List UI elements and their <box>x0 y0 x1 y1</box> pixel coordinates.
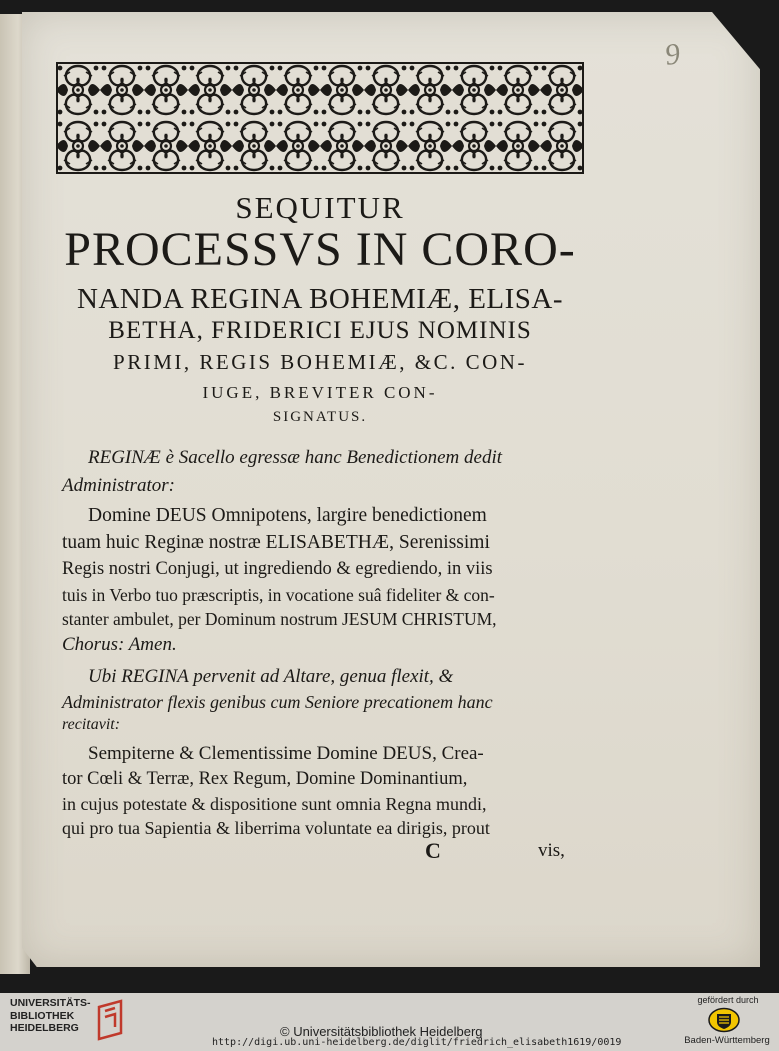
text-line: Ubi REGINA pervenit ad Altare, genua flexit, & <box>88 666 454 687</box>
text-line: Administrator flexis genibus cum Seniore precationem hanc <box>62 692 493 712</box>
ornamental-headpiece <box>56 62 584 174</box>
heading-line: PROCESSVS IN CORO- <box>64 223 576 276</box>
heading-line: SIGNATUS. <box>272 409 368 425</box>
text-line: Regis nostri Conjugi, ut ingrediendo & egrediendo, in viis <box>62 559 493 579</box>
text-line: Administrator: <box>62 475 175 496</box>
text-line: tuis in Verbo tuo præscriptis, in vocatione suâ fideliter & con- <box>62 585 495 605</box>
text-line: Domine DEUS Omnipotens, largire benedictionem <box>88 505 487 526</box>
permalink[interactable]: http://digi.ub.uni-heidelberg.de/diglit/friedrich_elisabeth1619/0019 <box>212 1037 622 1048</box>
text-line: in cujus potestate & dispositione sunt omnia Regna mundi, <box>62 794 487 814</box>
institution-line: HEIDELBERG <box>10 1022 79 1034</box>
sponsor-name: Baden-Württemberg <box>684 1035 770 1046</box>
viewer-footer <box>0 993 779 1051</box>
text-line: recitavit: <box>62 716 121 733</box>
text-line: tor Cœli & Terræ, Rex Regum, Domine Dominantium, <box>62 769 468 789</box>
heading-line: BETHA, FRIDERICI EJUS NOMINIS <box>108 317 532 344</box>
copyright-notice: © Universitätsbibliothek Heidelberg <box>280 1024 483 1039</box>
institution-line: BIBLIOTHEK <box>10 1009 75 1022</box>
text-line: stanter ambulet, per Dominum nostrum JESUM CHRISTUM, <box>62 609 497 629</box>
folio-number: 9 <box>662 37 683 72</box>
catchword: vis, <box>538 840 565 861</box>
text-line: tuam huic Reginæ nostræ ELISABETHÆ, Serenissimi <box>62 532 490 553</box>
heading-line: SEQUITUR <box>235 190 405 225</box>
text-line: REGINÆ è Sacello egressæ hanc Benedictionem dedit <box>88 447 503 468</box>
baden-wuerttemberg-crest-icon <box>707 1007 741 1033</box>
signature-mark: C <box>425 838 441 863</box>
heading-line: NANDA REGINA BOHEMIÆ, ELISA- <box>76 283 564 315</box>
heading-line: PRIMI, REGIS BOHEMIÆ, &C. CON- <box>113 350 527 374</box>
heading-line: IUGE, BREVITER CON- <box>202 383 438 402</box>
university-logo-icon <box>95 999 125 1041</box>
text-line: qui pro tua Sapientia & liberrima voluntate ea dirigis, prout <box>62 818 490 838</box>
institution-line: UNIVERSITÄTS- <box>10 997 91 1009</box>
text-line: Sempiterne & Clementissime Domine DEUS, Crea- <box>88 743 484 764</box>
institution-name <box>10 997 91 1035</box>
text-line: Chorus: Amen. <box>62 634 177 655</box>
sponsor-label: gefördert durch <box>697 995 759 1005</box>
